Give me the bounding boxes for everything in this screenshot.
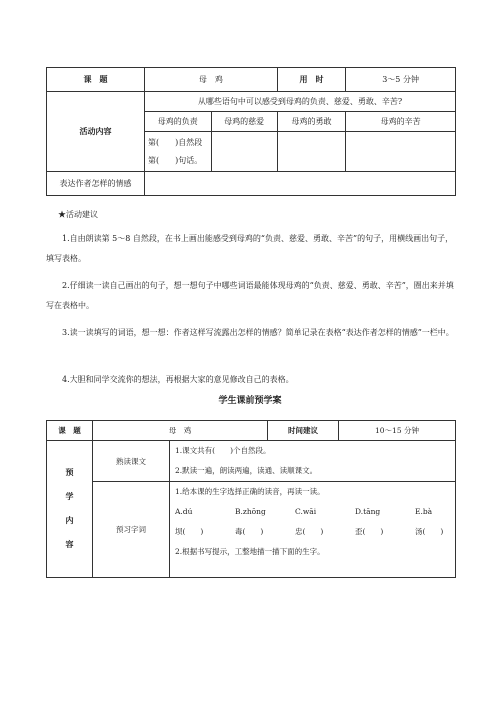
preview-topic-label: 课 题 <box>47 421 93 441</box>
emotion-label: 表达作者怎样的情感 <box>47 172 145 196</box>
pinyin-options <box>170 502 455 522</box>
option-a: A.dú <box>174 507 193 516</box>
preview-topic-value: 母 鸡 <box>93 421 268 441</box>
activity-table <box>46 67 456 196</box>
fill-line-paragraph: 第( )自然段 <box>148 138 203 147</box>
suggestion-1: 1.自由朗读第 5～8 自然段，在书上画出能感受到母鸡的“负责、慈爱、勇敢、辛苦”的句子，用横线画出句子，填写表格。 <box>46 234 454 263</box>
column-loving: 母鸡的慈爱 <box>211 112 277 132</box>
suggestion-2: 2.仔细读一读自己画出的句子，想一想句子中哪些词语最能体现母鸡的“负责、慈爱、勇敢、辛苦”，圈出来并填写在表格中。 <box>46 281 454 310</box>
section-reading-label: 熟读课文 <box>93 441 170 482</box>
suggestions-title: ★活动建议 <box>58 210 98 219</box>
option-c: C.wāi <box>294 507 317 516</box>
time-label: 用 时 <box>277 68 345 92</box>
suggestion-4-block <box>46 370 456 390</box>
suggestion-2-block <box>46 276 456 316</box>
fill-cell-loving[interactable] <box>211 132 277 172</box>
activity-label: 活动内容 <box>47 92 145 172</box>
side-char-4: 容 <box>65 540 74 549</box>
side-char-3: 内 <box>65 516 74 525</box>
fill-cell-hardworking[interactable] <box>346 132 456 172</box>
preview-side-label <box>47 441 93 578</box>
suggestion-1-block <box>46 229 456 269</box>
section-reading-content <box>169 441 455 482</box>
section-vocab-content <box>169 482 455 578</box>
preview-table <box>46 420 456 578</box>
section-vocab-label: 预习字词 <box>93 482 170 578</box>
side-char-2: 学 <box>65 492 74 501</box>
preview-heading: 学生课前预学案 <box>218 396 282 406</box>
option-b: B.zhōng <box>234 507 266 516</box>
blank-du[interactable]: 毒( ) <box>234 527 264 536</box>
suggestion-4: 4.大胆和同学交流你的想法，再根据大家的意见修改自己的表格。 <box>62 375 294 384</box>
topic-value: 母 鸡 <box>145 68 278 92</box>
character-blanks <box>170 522 455 542</box>
fill-cell[interactable] <box>145 132 212 172</box>
activity-suggestions <box>46 205 456 225</box>
suggestion-3-block <box>46 323 456 343</box>
column-hardworking: 母鸡的辛苦 <box>346 112 456 132</box>
option-e: E.bà <box>414 507 433 516</box>
fill-cell-brave[interactable] <box>277 132 345 172</box>
column-brave: 母鸡的勇敢 <box>277 112 345 132</box>
vocab-task-1: 1.给本课的生字选择正确的读音，再读一读。 <box>174 487 325 496</box>
topic-label: 课 题 <box>47 68 145 92</box>
preview-time-value: 10～15 分钟 <box>338 421 455 441</box>
activity-question: 从哪些语句中可以感受到母鸡的负责、慈爱、勇敢、辛苦? <box>145 92 456 112</box>
emotion-cell[interactable] <box>145 172 456 196</box>
blank-zhong[interactable]: 忠( ) <box>294 527 324 536</box>
blank-wai[interactable]: 歪( ) <box>354 527 384 536</box>
reading-task-1: 1.课文共有( )个自然段。 <box>174 446 271 455</box>
time-value: 3～5 分钟 <box>346 68 456 92</box>
blank-tang[interactable]: 汤( ) <box>414 527 444 536</box>
column-responsible: 母鸡的负责 <box>145 112 212 132</box>
option-d: D.tāng <box>354 507 381 516</box>
reading-task-2: 2.默读一遍，朗读两遍，读通、读顺课文。 <box>174 466 318 475</box>
side-char-1: 预 <box>65 468 74 477</box>
suggestion-3: 3.读一读填写的词语，想一想：作者这样写流露出怎样的情感？简单记录在表格“表达作者怎样的情感”一栏中。 <box>62 328 454 337</box>
fill-line-sentence: 第( )句话。 <box>148 156 203 165</box>
blank-ba[interactable]: 坝( ) <box>174 527 204 536</box>
vocab-task-2: 2.根据书写提示，工整地描一描下面的生字。 <box>174 547 325 556</box>
preview-time-label: 时间建议 <box>267 421 338 441</box>
